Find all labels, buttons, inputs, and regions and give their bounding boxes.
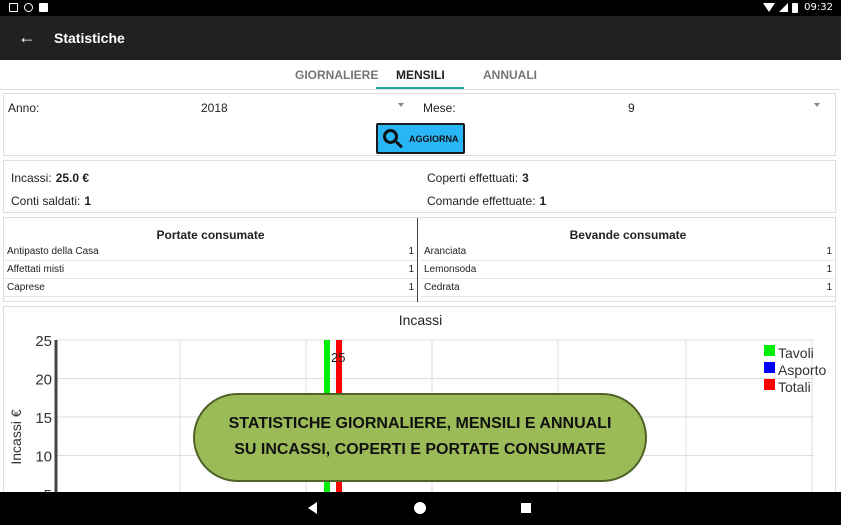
y-tick-label: 15 xyxy=(35,410,52,427)
legend-swatch-asporto xyxy=(764,362,775,373)
item-qty: 1 xyxy=(408,282,414,293)
item-name: Cedrata xyxy=(424,282,460,293)
y-tick-label: 20 xyxy=(35,371,52,389)
item-qty: 1 xyxy=(826,282,832,293)
portate-title: Portate consumate xyxy=(156,228,265,242)
legend-label-asporto: Asporto xyxy=(778,362,827,378)
notification-icons xyxy=(9,3,48,12)
table-row xyxy=(4,279,417,297)
item-qty: 1 xyxy=(826,264,832,275)
update-button[interactable] xyxy=(376,123,465,154)
tab-mensili[interactable]: MENSILI xyxy=(396,68,445,82)
year-label: Anno: xyxy=(8,101,40,115)
table-row xyxy=(4,243,417,261)
battery-icon xyxy=(792,3,798,13)
incassi-label: Incassi: xyxy=(11,171,52,185)
sd-card-icon xyxy=(39,3,48,12)
filter-panel xyxy=(3,93,836,156)
notification-icon xyxy=(9,3,18,12)
conti-summary xyxy=(11,194,91,208)
clock: 09:32 xyxy=(804,2,833,13)
tab-annuali[interactable]: ANNUALI xyxy=(483,68,537,82)
month-dropdown-icon[interactable] xyxy=(814,103,820,107)
app-bar xyxy=(0,16,841,60)
bevande-table xyxy=(421,218,835,302)
coperti-value: 3 xyxy=(522,171,529,185)
update-button-label: AGGIORNA xyxy=(409,134,459,144)
y-axis-label: Incassi € xyxy=(8,409,24,465)
status-bar xyxy=(0,0,841,16)
month-label: Mese: xyxy=(423,101,456,115)
coperti-label: Coperti effettuati: xyxy=(427,171,519,185)
conti-value: 1 xyxy=(84,194,92,208)
tab-giornaliere[interactable]: GIORNALIERE xyxy=(295,68,379,82)
item-qty: 1 xyxy=(826,246,832,257)
item-qty: 1 xyxy=(408,246,414,257)
sync-icon xyxy=(24,3,33,12)
navigation-bar xyxy=(0,492,841,525)
coperti-summary xyxy=(427,171,529,185)
incassi-summary xyxy=(11,171,89,185)
item-qty: 1 xyxy=(408,264,414,275)
table-row xyxy=(421,279,835,297)
comande-summary xyxy=(427,194,546,208)
summary-panel xyxy=(3,160,836,213)
table-row xyxy=(421,261,835,279)
consumption-panel xyxy=(3,217,836,302)
banner-line-1: STATISTICHE GIORNALIERE, MENSILI E ANNUALI xyxy=(228,415,612,432)
item-name: Lemonsoda xyxy=(424,264,477,275)
year-dropdown-icon[interactable] xyxy=(398,103,404,107)
comande-label: Comande effettuate: xyxy=(427,194,536,208)
item-name: Caprese xyxy=(7,282,45,293)
nav-recents-icon[interactable] xyxy=(521,503,531,513)
table-row xyxy=(421,243,835,261)
table-row xyxy=(4,261,417,279)
y-tick-label: 25 xyxy=(35,333,52,350)
bevande-title: Bevande consumate xyxy=(569,228,687,242)
item-name: Antipasto della Casa xyxy=(7,246,99,257)
back-arrow-icon[interactable]: ← xyxy=(18,27,36,47)
period-tabs xyxy=(0,60,841,90)
portate-table xyxy=(4,218,418,302)
nav-back-icon[interactable] xyxy=(308,502,317,514)
nav-home-icon[interactable] xyxy=(414,502,426,514)
comande-value: 1 xyxy=(539,194,547,208)
legend-swatch-tavoli xyxy=(764,345,775,356)
bar-value-label: 25 xyxy=(331,350,346,365)
item-name: Aranciata xyxy=(424,246,467,257)
signal-icon xyxy=(779,3,788,12)
item-name: Affettati misti xyxy=(7,264,65,275)
legend-label-tavoli: Tavoli xyxy=(778,345,814,361)
legend-label-totali: Totali xyxy=(778,379,811,395)
conti-label: Conti saldati: xyxy=(11,194,81,208)
chart-title: Incassi xyxy=(398,312,443,328)
page-title: Statistiche xyxy=(54,30,125,46)
y-tick-label: 10 xyxy=(35,448,52,466)
month-select[interactable]: 9 xyxy=(628,101,635,115)
tab-indicator xyxy=(376,87,464,89)
legend-swatch-totali xyxy=(764,379,775,390)
incassi-value: 25.0 € xyxy=(55,171,90,185)
banner-line-2: SU INCASSI, COPERTI E PORTATE CONSUMATE xyxy=(234,441,606,458)
feature-banner xyxy=(193,393,647,482)
year-select[interactable]: 2018 xyxy=(201,101,228,115)
wifi-icon xyxy=(763,3,775,12)
